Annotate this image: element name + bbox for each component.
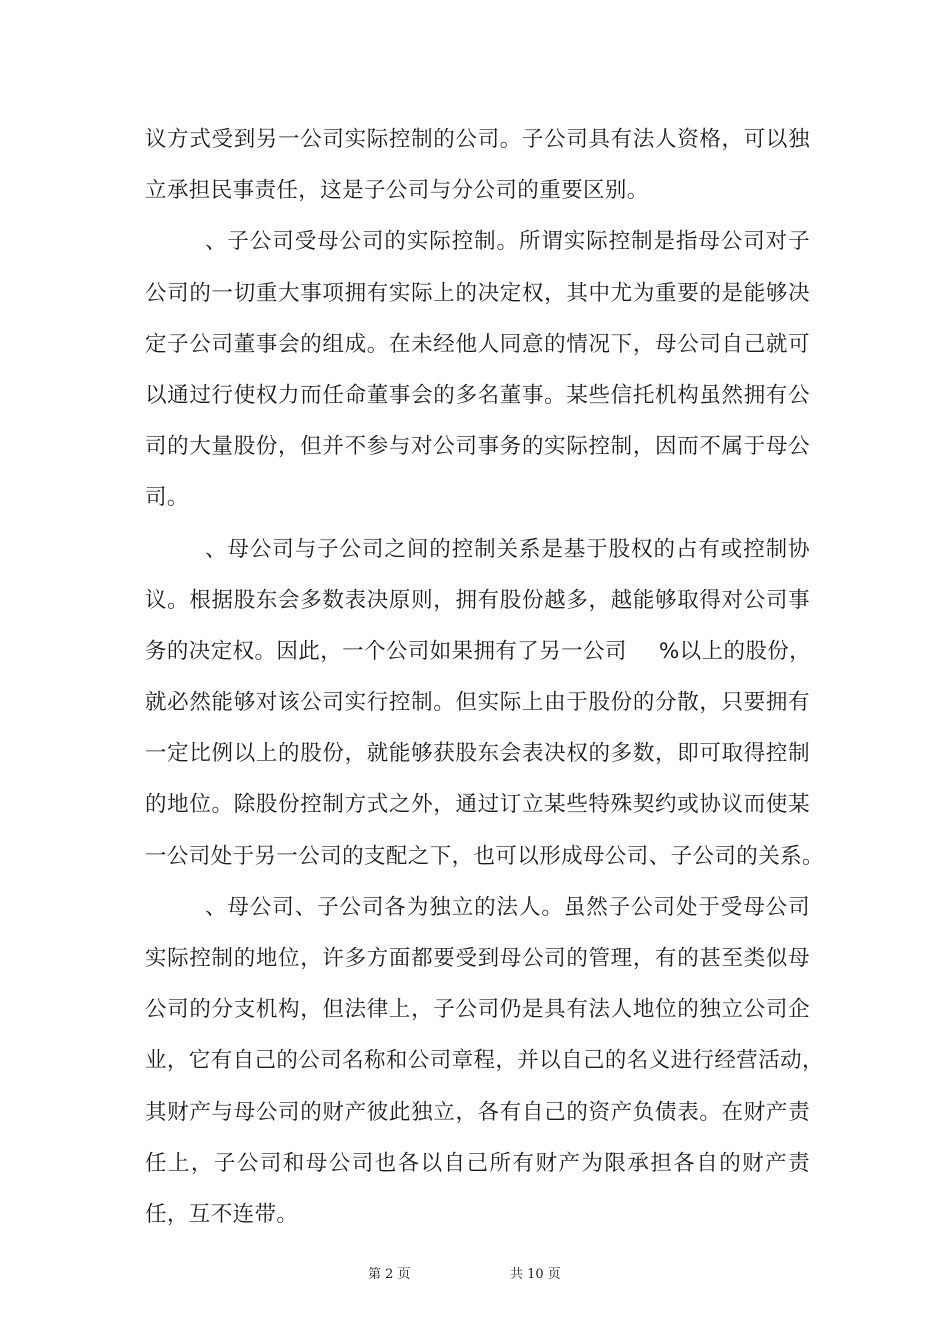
paragraph-start-line: 、母公司与子公司之间的控制关系是基于股权的占有或控制协 (205, 536, 810, 562)
text-segment: %以上的股份， (658, 638, 812, 664)
page-footer (0, 1263, 950, 1285)
text-line: 议。根据股东会多数表决原则，拥有股份越多，越能够取得对公司事 (145, 587, 810, 613)
text-line: 的地位。除股份控制方式之外，通过订立某些特殊契约或协议而使某 (145, 792, 810, 818)
text-line: 司的大量股份，但并不参与对公司事务的实际控制，因而不属于母公 (145, 434, 810, 460)
text-line: 公司的一切重大事项拥有实际上的决定权，其中尤为重要的是能够决 (145, 280, 810, 306)
total-pages: 共 10 页 (510, 1267, 561, 1282)
page-number: 第 2 页 (368, 1267, 411, 1282)
body-text (145, 114, 824, 1240)
text-line: 立承担民事责任，这是子公司与分公司的重要区别。 (145, 178, 649, 204)
text-line: 任，互不连带。 (145, 1201, 299, 1227)
text-line: 其财产与母公司的财产彼此独立，各有自己的资产负债表。在财产责 (145, 1099, 810, 1125)
text-line: 司。 (145, 485, 189, 511)
text-line: 议方式受到另一公司实际控制的公司。子公司具有法人资格，可以独 (145, 127, 810, 152)
text-line: 任上，子公司和母公司也各以自己所有财产为限承担各自的财产责 (145, 1150, 810, 1176)
text-line: 公司的分支机构，但法律上，子公司仍是具有法人地位的独立公司企 (145, 997, 810, 1023)
text-line: 实际控制的地位，许多方面都要受到母公司的管理，有的甚至类似母 (145, 946, 810, 971)
text-line: 一公司处于另一公司的支配之下，也可以形成母公司、子公司的关系。 (145, 843, 824, 869)
text-line-with-gap (145, 626, 810, 677)
text-line: 业，它有自己的公司名称和公司章程，并以自己的名义进行经营活动， (145, 1048, 824, 1074)
text-line: 就必然能够对该公司实行控制。但实际上由于股份的分散，只要拥有 (145, 690, 810, 716)
text-line: 以通过行使权力而任命董事会的多名董事。某些信托机构虽然拥有公 (145, 382, 810, 408)
paragraph-start-line: 、子公司受母公司的实际控制。所谓实际控制是指母公司对子 (205, 229, 810, 255)
paragraph-start-line: 、母公司、子公司各为独立的法人。虽然子公司处于受母公司 (205, 894, 810, 920)
text-line: 定子公司董事会的组成。在未经他人同意的情况下，母公司自己就可 (145, 331, 810, 357)
text-line: 一定比例以上的股份，就能够获股东会表决权的多数，即可取得控制 (145, 741, 810, 767)
text-segment: 务的决定权。因此，一个公司如果拥有了另一公司 (145, 638, 627, 664)
